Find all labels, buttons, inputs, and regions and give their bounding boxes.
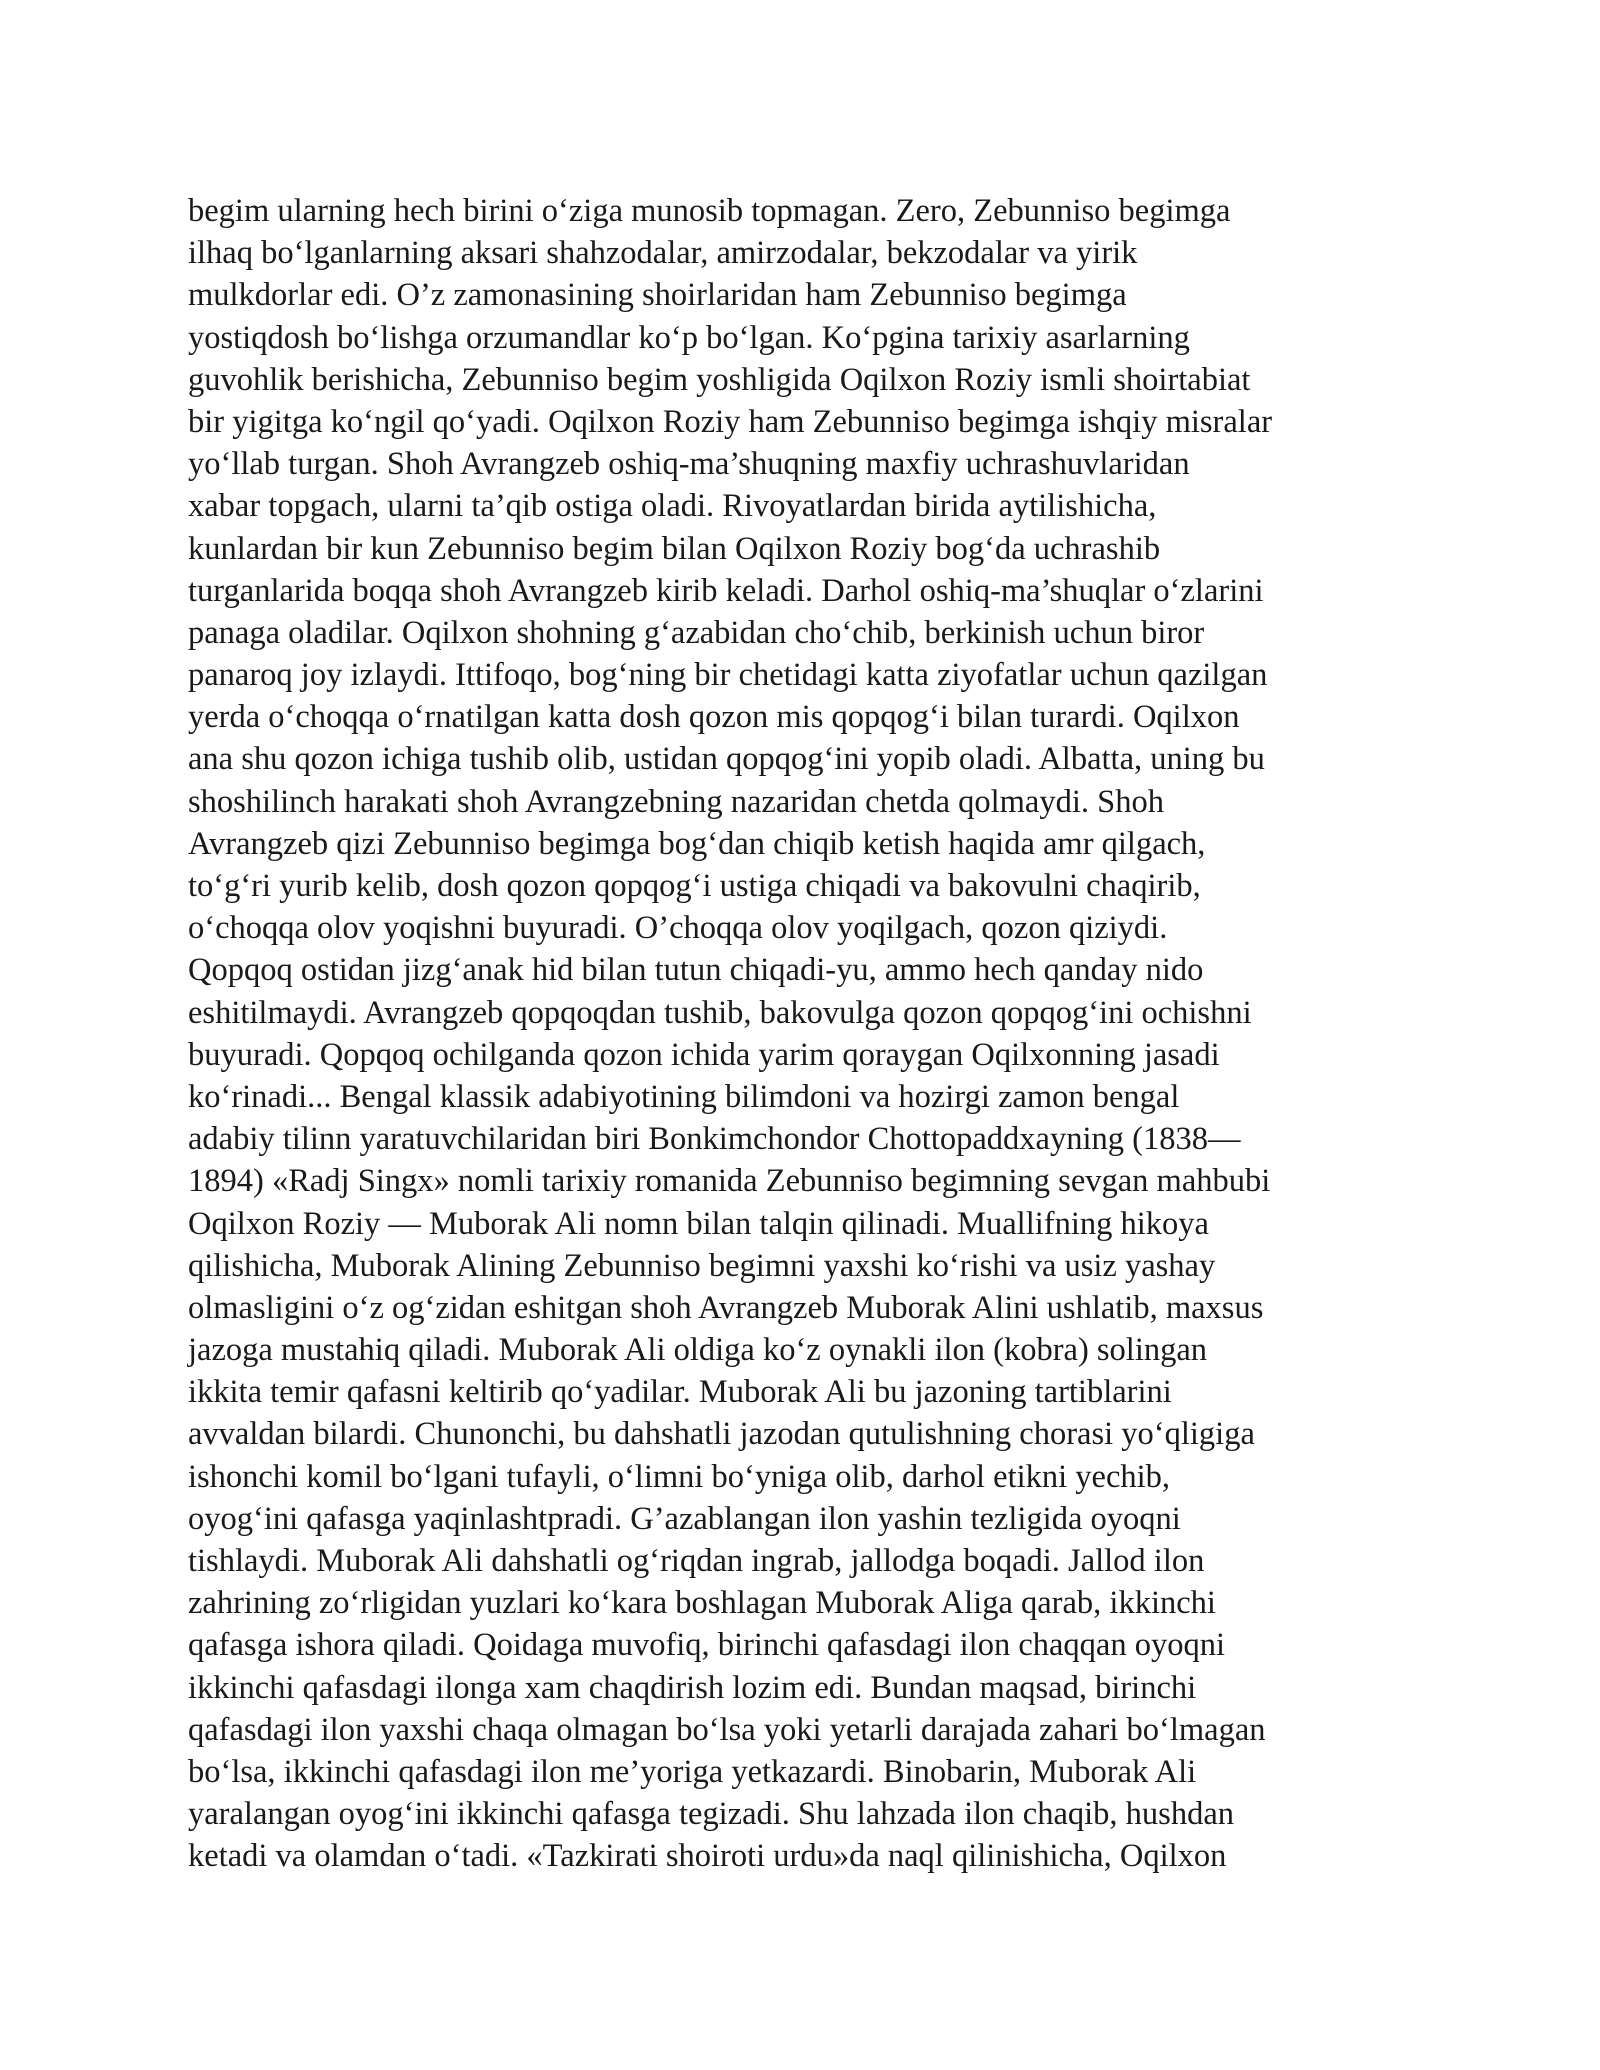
text-line: kunlardan bir kun Zebunniso begim bilan Oqilxon Roziy bog‘da uchrashib — [188, 530, 1161, 567]
text-line: guvohlik berishicha, Zebunniso begim yoshligida Oqilxon Roziy ismli shoirtabiat — [188, 361, 1251, 398]
text-line: adabiy tilinn yaratuvchilaridan biri Bonkimchondor Chottopaddxayning (1838— — [188, 1121, 1241, 1158]
text-line: panaga oladilar. Oqilxon shohning g‘azabidan cho‘chib, berkinish uchun biror — [188, 614, 1205, 651]
text-line: Qopqoq ostidan jizg‘anak hid bilan tutun chiqadi-yu, ammo hech qanday nido — [188, 952, 1204, 989]
text-line: avvaldan bilardi. Chunonchi, bu dahshatli jazodan qutulishning chorasi yo‘qligiga — [188, 1416, 1255, 1453]
text-line: Oqilxon Roziy — Muborak Ali nomn bilan talqin qilinadi. Muallifning hikoya — [188, 1205, 1209, 1242]
text-line: to‘g‘ri yurib kelib, dosh qozon qopqog‘i ustiga chiqadi va bakovulni chaqirib, — [188, 868, 1201, 904]
body-text — [188, 190, 1420, 1878]
text-line: ikkinchi qafasdagi ilonga xam chaqdirish lozim edi. Bundan maqsad, birinchi — [188, 1669, 1197, 1706]
text-line: ketadi va olamdan o‘tadi. «Tazkirati shoiroti urdu»da naql qilinishicha, Oqilxon — [188, 1838, 1227, 1875]
text-line: ishonchi komil bo‘lgani tufayli, o‘limni bo‘yniga olib, darhol etikni yechib, — [188, 1458, 1171, 1495]
text-line: mulkdorlar edi. O’z zamonasining shoirlaridan ham Zebunniso begimga — [188, 277, 1127, 314]
text-line: yerda o‘choqqa o‘rnatilgan katta dosh qozon mis qopqog‘i bilan turardi. Oqilxon — [188, 699, 1240, 736]
text-line: yostiqdosh bo‘lishga orzumandlar ko‘p bo‘lgan. Ko‘pgina tarixiy asarlarning — [188, 319, 1190, 356]
text-line: qafasga ishora qiladi. Qoidaga muvofiq, birinchi qafasdagi ilon chaqqan oyoqni — [188, 1627, 1226, 1664]
text-line: oyog‘ini qafasga yaqinlashtpradi. G’azablangan ilon yashin tezligida oyoqni — [188, 1500, 1181, 1537]
text-line: Avrangzeb qizi Zebunniso begimga bog‘dan chiqib ketish haqida amr qilgach, — [188, 825, 1206, 862]
text-line: tishlaydi. Muborak Ali dahshatli og‘riqdan ingrab, jallodga boqadi. Jallod ilon — [188, 1543, 1205, 1579]
text-line: turganlarida boqqa shoh Avrangzeb kirib keladi. Darhol oshiq-ma’shuqlar o‘zlarini — [188, 572, 1264, 609]
text-line: o‘choqqa olov yoqishni buyuradi. O’choqqa olov yoqilgach, qozon qiziydi. — [188, 910, 1168, 947]
text-line: ilhaq bo‘lganlarning aksari shahzodalar, amirzodalar, bekzodalar va yirik — [188, 235, 1138, 272]
text-line: jazoga mustahiq qiladi. Muborak Ali oldiga ko‘z oynakli ilon (kobra) solingan — [188, 1332, 1208, 1369]
text-line: bir yigitga ko‘ngil qo‘yadi. Oqilxon Roziy ham Zebunniso begimga ishqiy misralar — [188, 403, 1273, 440]
document-page — [188, 190, 1420, 1878]
text-line: buyuradi. Qopqoq ochilganda qozon ichida yarim qoraygan Oqilxonning jasadi — [188, 1036, 1220, 1073]
text-line: eshitilmaydi. Avrangzeb qopqoqdan tushib, bakovulga qozon qopqog‘ini ochishni — [188, 994, 1252, 1031]
text-line: ana shu qozon ichiga tushib olib, ustidan qopqog‘ini yopib oladi. Albatta, uning bu — [188, 741, 1265, 778]
text-line: qilishicha, Muborak Alining Zebunniso begimni yaxshi ko‘rishi va usiz yashay — [188, 1247, 1216, 1284]
text-line: 1894) «Radj Singx» nomli tarixiy romanida Zebunniso begimning sevgan mahbubi — [188, 1163, 1271, 1200]
text-line: panaroq joy izlaydi. Ittifoqo, bog‘ning bir chetidagi katta ziyofatlar uchun qazilgan — [188, 657, 1268, 694]
text-line: yaralangan oyog‘ini ikkinchi qafasga tegizadi. Shu lahzada ilon chaqib, hushdan — [188, 1796, 1234, 1833]
text-line: begim ularning hech birini o‘ziga munosib topmagan. Zero, Zebunniso begimga — [188, 193, 1231, 229]
text-line: ikkita temir qafasni keltirib qo‘yadilar. Muborak Ali bu jazoning tartiblarini — [188, 1374, 1172, 1411]
text-line: shoshilinch harakati shoh Avrangzebning nazaridan chetda qolmaydi. Shoh — [188, 783, 1164, 820]
text-line: bo‘lsa, ikkinchi qafasdagi ilon me’yoriga yetkazardi. Binobarin, Muborak Ali — [188, 1753, 1197, 1790]
text-line: xabar topgach, ularni ta’qib ostiga oladi. Rivoyatlardan birida aytilishicha, — [188, 488, 1157, 525]
text-line: qafasdagi ilon yaxshi chaqa olmagan bo‘lsa yoki yetarli darajada zahari bo‘lmagan — [188, 1711, 1266, 1748]
text-line: yo‘llab turgan. Shoh Avrangzeb oshiq-ma’shuqning maxfiy uchrashuvlaridan — [188, 446, 1190, 483]
text-line: zahrining zo‘rligidan yuzlari ko‘kara boshlagan Muborak Aliga qarab, ikkinchi — [188, 1585, 1216, 1622]
text-line: olmasligini o‘z og‘zidan eshitgan shoh Avrangzeb Muborak Alini ushlatib, maxsus — [188, 1289, 1264, 1326]
text-line: ko‘rinadi... Bengal klassik adabiyotining bilimdoni va hozirgi zamon bengal — [188, 1078, 1180, 1115]
